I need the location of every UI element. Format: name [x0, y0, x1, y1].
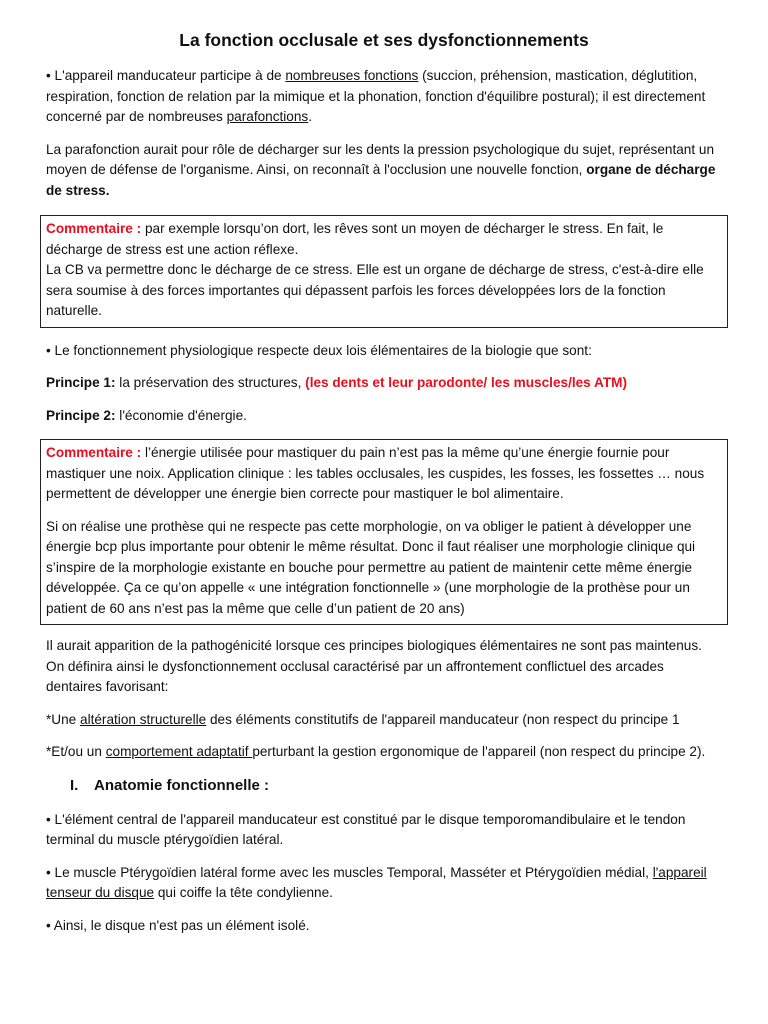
underlined-term-tenseur-disque: l'appareil tenseur du disque	[46, 864, 707, 900]
commentaire-label: Commentaire :	[46, 445, 142, 460]
commentaire-paragraph	[46, 219, 722, 260]
principe-label: Principe 2:	[46, 407, 116, 423]
section-heading-text: Anatomie fonctionnelle :	[94, 776, 270, 794]
principe-1	[46, 373, 722, 394]
text-run: • L'appareil manducateur participe à de	[46, 68, 286, 83]
underlined-term-alteration: altération structurelle	[80, 711, 207, 727]
text-run: .	[308, 109, 313, 124]
underlined-term-nombreuses-fonctions: nombreuses fonctions	[285, 68, 419, 83]
underlined-term-parafonctions: parafonctions	[226, 109, 309, 124]
principe-red-text: (les dents et leur parodonte/ les muscles/les ATM)	[305, 375, 627, 390]
underlined-term-comportement: comportement adaptatif	[105, 744, 253, 759]
section-heading	[46, 776, 722, 796]
text-run: *Une	[46, 711, 81, 727]
paragraph-parafonction	[46, 140, 722, 202]
paragraph-lois-biologie: • Le fonctionnement physiologique respecte deux lois élémentaires de la biologie que sont:	[46, 342, 592, 358]
text-run: *Et/ou un	[46, 744, 106, 759]
section-number: I.	[70, 776, 79, 794]
text-run: • Le muscle Ptérygoïdien latéral forme avec les muscles Temporal, Masséter et Ptérygoïdien médial,	[46, 864, 653, 880]
text-run: La parafonction aurait pour rôle de décharger sur les dents la pression psychologique du sujet, représentant un moyen de défense de l'organisme. Ainsi, on reconnaît à l'occlusion une nouvelle fonction,	[46, 141, 715, 177]
text-run: la préservation des structures,	[115, 375, 306, 390]
commentaire-label: Commentaire :	[46, 221, 142, 236]
paragraph-disque: • Ainsi, le disque n'est pas un élément isolé.	[46, 917, 310, 933]
commentaire-paragraph: Si on réalise une prothèse qui ne respecte pas cette morphologie, on va obliger le patient à développer une énergie bcp plus importante pour obtenir le même résultat. Donc il faut réaliser une morphologie clinique qui s’inspire de la morphologie existante en bouche pour permettre au patient de maintenir cette même énergie développée. Ça ce qu’on appelle « une intégration fonctionnelle » (une morphologie de la prothèse pour un patient de 60 ans n’est pas la même que celle d’un patient de 20 ans)	[46, 518, 696, 616]
text-run: par exemple lorsqu’on dort, les rêves sont un moyen de décharger le stress. En fait, le décharge de stress est une action réflexe.	[46, 221, 664, 257]
page-title: La fonction occlusale et ses dysfonctionnements	[179, 30, 589, 50]
text-run: perturbant la gestion ergonomique de l'appareil (non respect du principe 2).	[252, 744, 706, 759]
commentaire-paragraph	[46, 443, 722, 505]
text-run: qui coiffe la tête condylienne.	[154, 885, 333, 900]
paragraph-fonctions	[46, 66, 722, 128]
text-run: l’énergie utilisée pour mastiquer du pain n’est pas la même qu’une énergie fournie pour mastiquer une noix. Application clinique : les tables occlusales, les cuspides, les fosses, les fossettes … nous permettent de développer une énergie bien correcte pour mastiquer le bol alimentaire.	[46, 445, 705, 501]
paragraph-alteration	[46, 710, 722, 731]
commentaire-box-stress	[40, 215, 728, 328]
paragraph-pathogenicite: Il aurait apparition de la pathogénicité lorsque ces principes biologiques élémentaires ne sont pas maintenus. On définira ainsi le dysfonctionnement occlusal caractérisé par un affrontement conflictuel des arcades dentaires favorisant:	[46, 638, 702, 694]
text-run: l'économie d'énergie.	[115, 407, 247, 423]
text-run: (succion, préhension, mastication, déglutition, respiration, fonction de relation par la mimique et la phonation, fonction d'équilibre postural); il est directement concerné par de nombreuses	[46, 68, 706, 124]
commentaire-paragraph: La CB va permettre donc le décharge de ce stress. Elle est un organe de décharge de stress, c'est-à-dire elle sera soumise à des forces importantes qui dépassent parfois les forces développées lors de la fonction naturelle.	[46, 262, 704, 318]
paragraph-muscle-pterygoidien	[46, 863, 722, 904]
paragraph-comportement	[46, 742, 722, 763]
bold-term-organe-decharge: organe de décharge de stress.	[46, 162, 716, 198]
paragraph-element-central: • L'élément central de l'appareil manducateur est constitué par le disque temporomandibulaire et le tendon terminal du muscle ptérygoïdien latéral.	[46, 811, 686, 847]
principe-2	[46, 406, 722, 427]
text-run: des éléments constitutifs de l'appareil manducateur (non respect du principe 1	[206, 711, 680, 727]
commentaire-box-energie	[40, 439, 728, 625]
principe-label: Principe 1:	[46, 375, 116, 390]
